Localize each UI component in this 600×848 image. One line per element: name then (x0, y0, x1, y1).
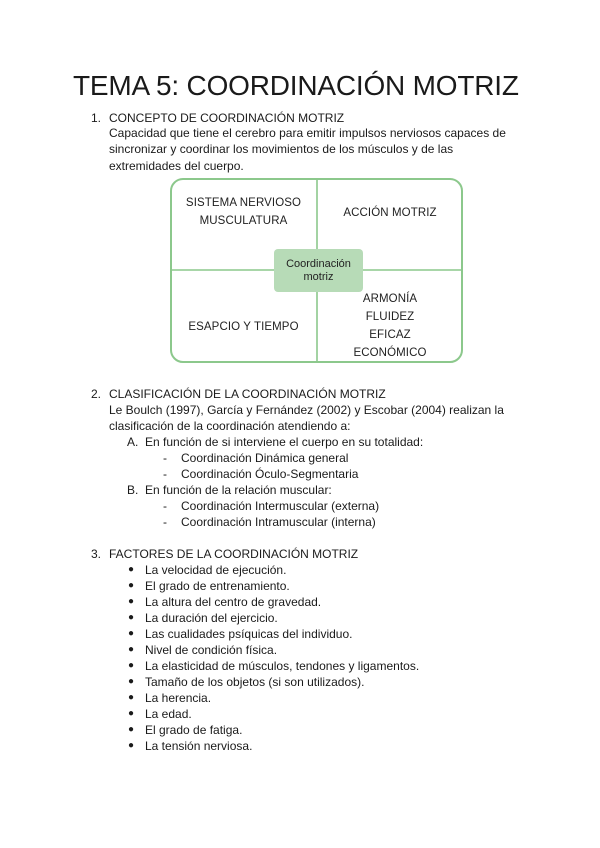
dash-marker: - (163, 499, 167, 513)
diagram-text-line: ARMONÍA (362, 293, 418, 305)
dash-marker: - (163, 451, 167, 465)
diagram-bottom-right (317, 290, 463, 362)
factor-text: El grado de entrenamiento. (145, 579, 290, 593)
bullet-marker: ● (128, 676, 135, 687)
diagram-text-line: SISTEMA NERVIOSO (185, 197, 302, 209)
bullet-marker: ● (128, 596, 135, 607)
diagram-text-line: FLUIDEZ (365, 311, 415, 323)
section-title: FACTORES DE LA COORDINACIÓN MOTRIZ (109, 547, 359, 561)
subitem-text: Coordinación Intramuscular (interna) (181, 515, 376, 529)
center-line: Coordinación (286, 257, 351, 270)
diagram-text-line: ECONÓMICO (353, 347, 427, 359)
subitem-text: Coordinación Dinámica general (181, 451, 349, 465)
center-line: motriz (303, 270, 334, 283)
diagram-bottom-left: ESAPCIO Y TIEMPO (188, 321, 299, 333)
factor-text: La elasticidad de músculos, tendones y ligamentos. (145, 659, 420, 673)
bullet-marker: ● (128, 692, 135, 703)
bullet-marker: ● (128, 580, 135, 591)
page-title: TEMA 5: COORDINACIÓN MOTRIZ (73, 70, 519, 101)
diagram-text-line: EFICAZ (369, 329, 411, 341)
bullet-marker: ● (128, 628, 135, 639)
bullet-marker: ● (128, 564, 135, 575)
bullet-marker: ● (128, 612, 135, 623)
section-title: CONCEPTO DE COORDINACIÓN MOTRIZ (109, 111, 345, 125)
section-number: 3. (91, 547, 102, 561)
subitem-text: Coordinación Intermuscular (externa) (181, 499, 380, 513)
factor-text: La edad. (145, 707, 192, 721)
section-1-paragraph: Capacidad que tiene el cerebro para emitir impulsos nerviosos capaces de sincronizar y coordinar los movimientos de los músculos y de las extremidades del cuerpo. (109, 126, 506, 173)
bullet-marker: ● (128, 708, 135, 719)
factor-text: El grado de fatiga. (145, 723, 243, 737)
section-number: 1. (91, 111, 102, 125)
bullet-marker: ● (128, 740, 135, 751)
group-marker: A. (127, 435, 139, 449)
section-title: CLASIFICACIÓN DE LA COORDINACIÓN MOTRIZ (109, 387, 386, 401)
subitem-text: Coordinación Óculo-Segmentaria (181, 467, 359, 481)
bullet-marker: ● (128, 724, 135, 735)
bullet-marker: ● (128, 644, 135, 655)
factor-text: La duración del ejercicio. (145, 611, 278, 625)
factor-text: La velocidad de ejecución. (145, 563, 287, 577)
group-label: En función de si interviene el cuerpo en su totalidad: (145, 435, 424, 449)
diagram-top-left (170, 194, 317, 230)
factor-text: La tensión nerviosa. (145, 739, 253, 753)
factor-text: La altura del centro de gravedad. (145, 595, 322, 609)
bullet-marker: ● (128, 660, 135, 671)
coordination-diagram (170, 178, 463, 363)
diagram-text-line: MUSCULATURA (199, 215, 288, 227)
factor-text: Las cualidades psíquicas del individuo. (145, 627, 353, 641)
dash-marker: - (163, 515, 167, 529)
diagram-center-box (274, 249, 363, 292)
diagram-top-right: ACCIÓN MOTRIZ (343, 207, 437, 219)
section-2-paragraph-line: clasificación de la coordinación atendiendo a: (109, 419, 351, 433)
section-number: 2. (91, 387, 102, 401)
group-label: En función de la relación muscular: (145, 483, 332, 497)
factor-text: Tamaño de los objetos (si son utilizados). (145, 675, 365, 689)
factor-text: La herencia. (145, 691, 212, 705)
section-2-paragraph-line: Le Boulch (1997), García y Fernández (2002) y Escobar (2004) realizan la (109, 403, 504, 417)
dash-marker: - (163, 467, 167, 481)
group-marker: B. (127, 483, 139, 497)
factor-text: Nivel de condición física. (145, 643, 278, 657)
